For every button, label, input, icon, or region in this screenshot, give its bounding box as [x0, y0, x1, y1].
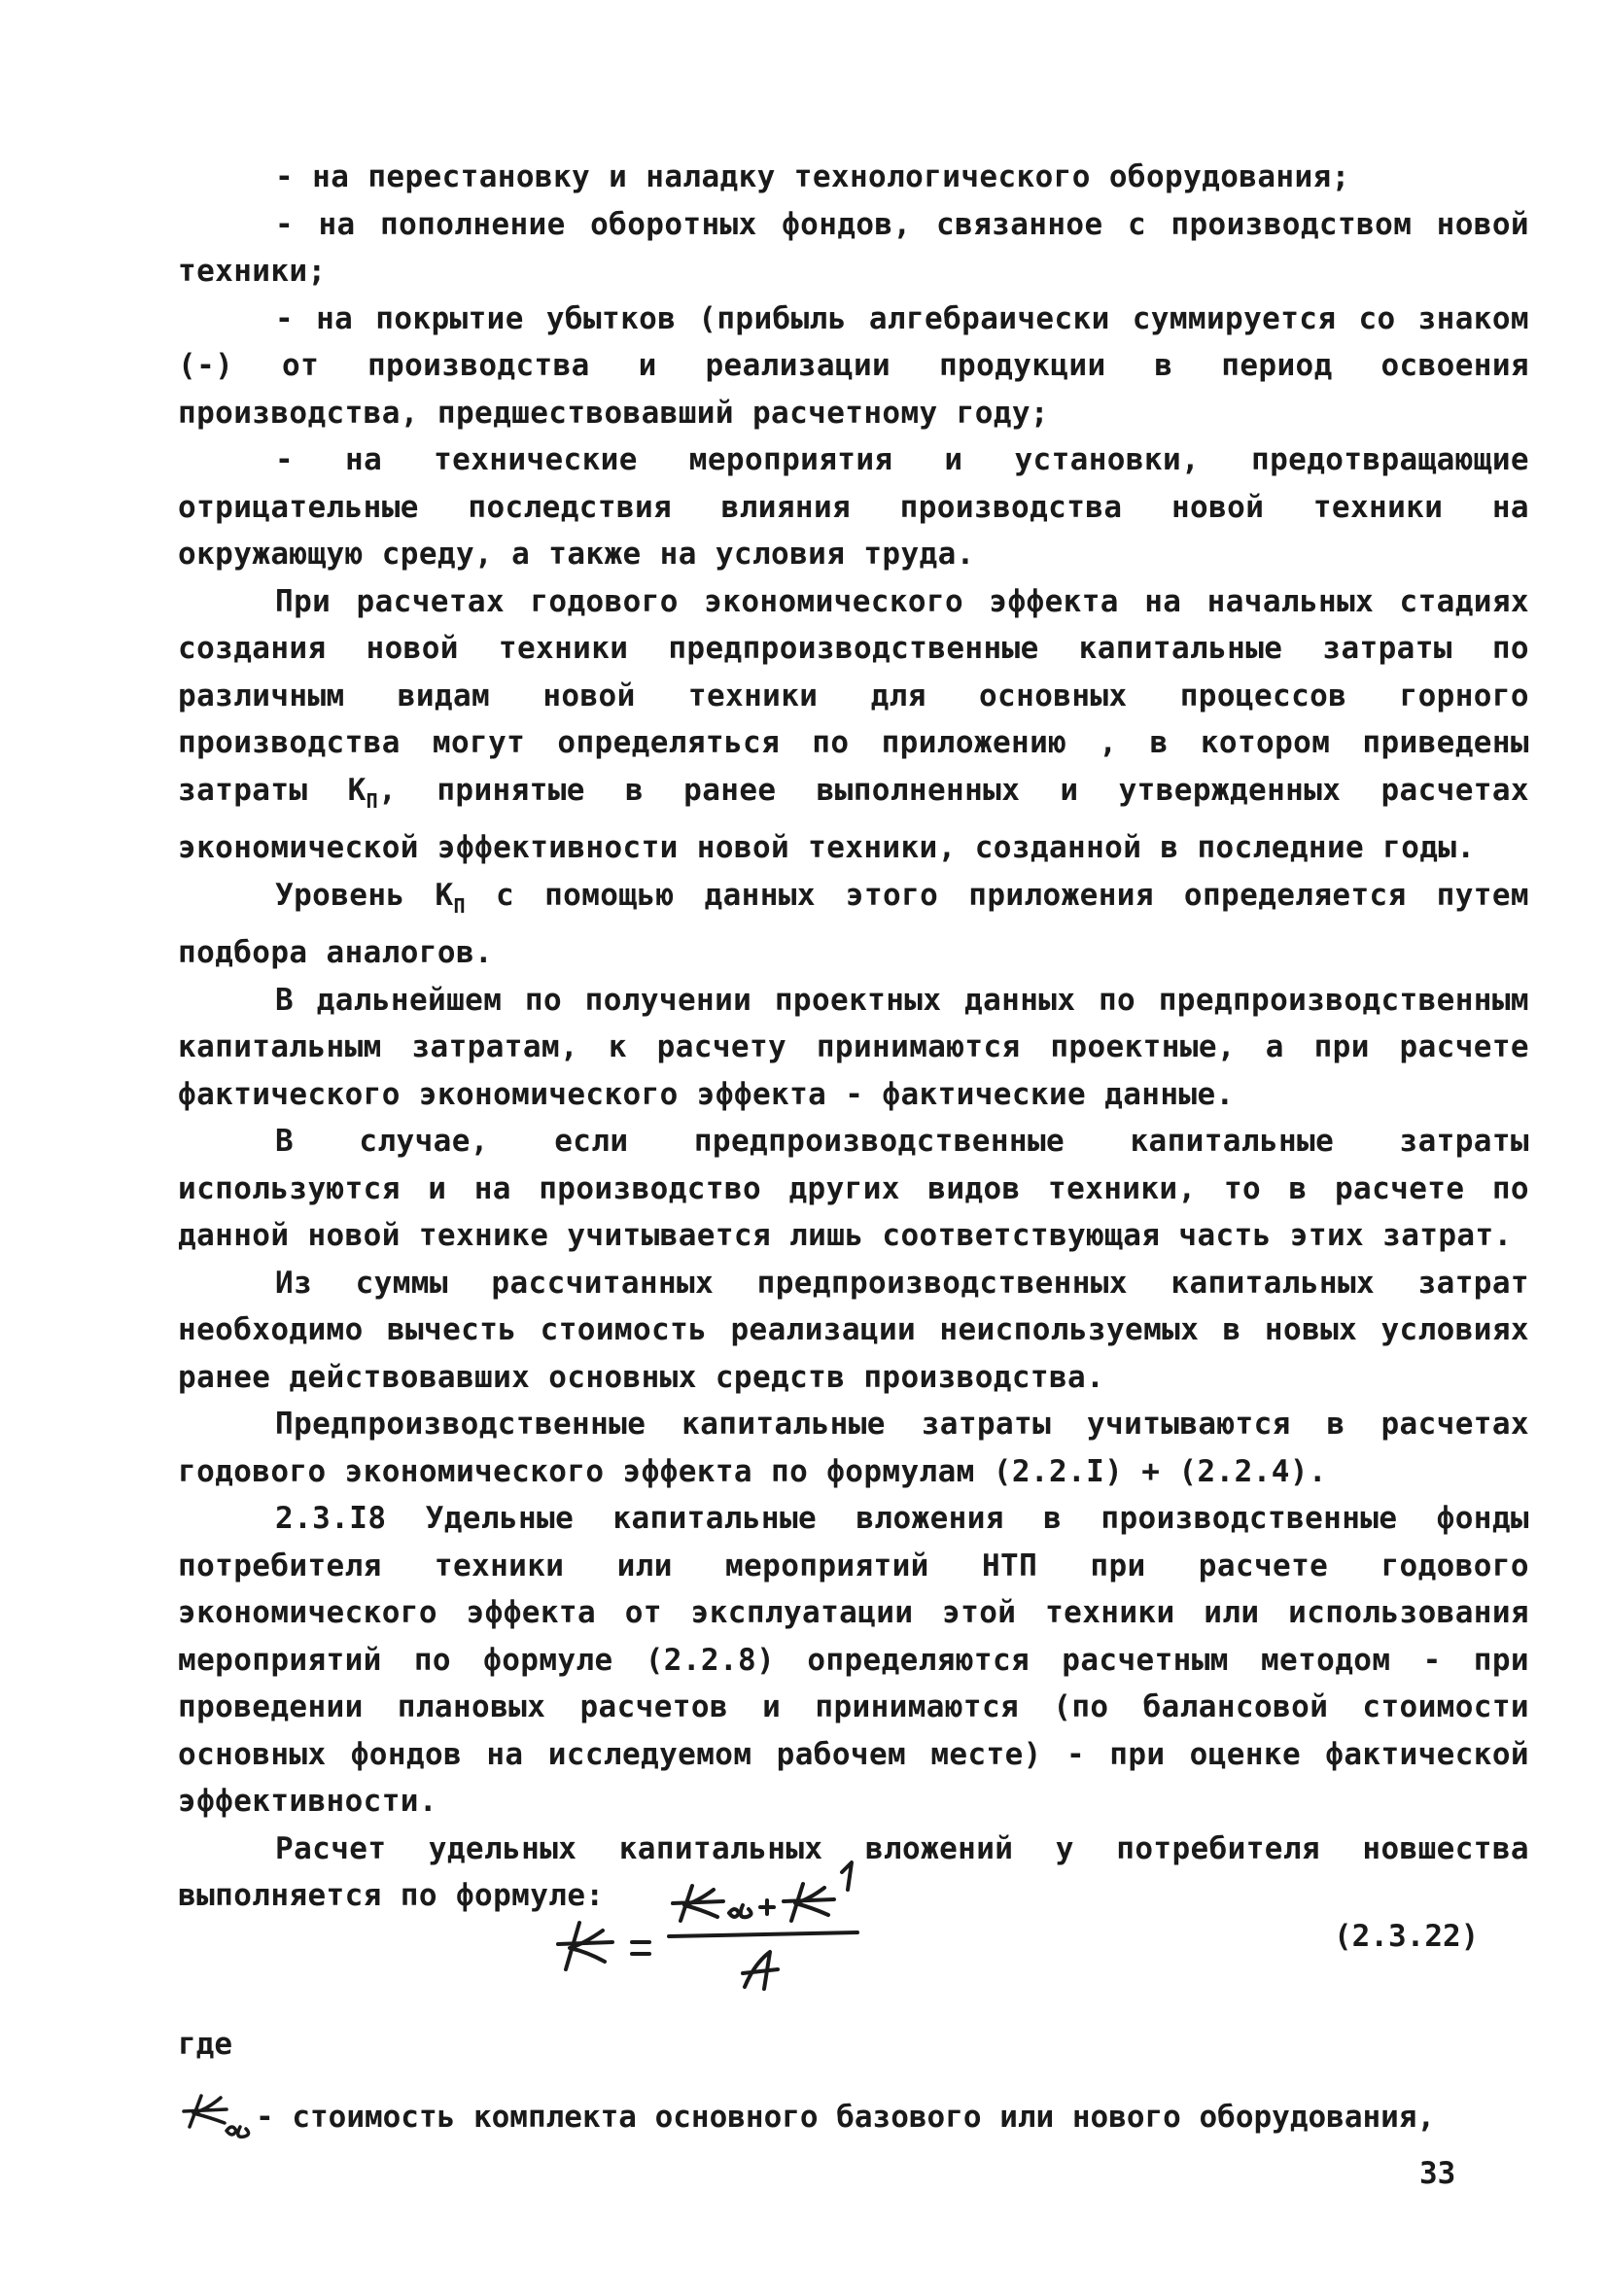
- paragraph: 2.3.I8 Удельные капитальные вложения в производственные фонды потребителя техники или мероприятий НТП при расчете годового экономического эффекта от эксплуатации этой техники или использования мероприятий по формуле (2.2.8) определяются расчетным методом - при проведении плановых расчетов и принимаются (по балансовой стоимости основных фондов на исследуемом рабочем месте) - при оценке фактической эффективности.: [178, 1501, 1529, 1819]
- paragraph-text: Уровень: [275, 877, 405, 913]
- formula-num-k2: [784, 1884, 834, 1921]
- definition-text: - стоимость комплекта основного базового или нового оборудования,: [256, 2100, 1436, 2135]
- paragraph: - на пополнение оборотных фондов, связанное с производством новой техники;: [178, 206, 1529, 289]
- paragraph: [178, 872, 1529, 977]
- formula-den-a: [743, 1952, 778, 1989]
- formula-number: (2.3.22): [1334, 1919, 1480, 1954]
- formula-block: [0, 1855, 1607, 2000]
- symbol-p-subscript: П: [366, 788, 379, 813]
- formula-k-bar: [558, 1942, 612, 1944]
- formula-num-k: [673, 1886, 723, 1921]
- formula-sub-ob: [729, 1905, 751, 1917]
- page-number: 33: [1419, 2156, 1456, 2191]
- formula-plus: [760, 1900, 774, 1914]
- paragraph: Предпроизводственные капитальные затраты учитываются в расчетах годового экономического эффекта по формулам (2.2.I) + (2.2.4).: [178, 1407, 1529, 1489]
- handwritten-formula: [544, 1855, 894, 2000]
- paragraph: - на технические мероприятия и установки, предотвращающие отрицательные последствия влияния производства новой техники на окружающую среду, а также на условия труда.: [178, 442, 1529, 572]
- definition-line: [178, 2088, 1529, 2139]
- body-text: [178, 154, 1529, 1920]
- paragraph: - на перестановку и наладку технологического оборудования;: [275, 159, 1350, 194]
- paragraph: При расчетах годового экономического эффекта на начальных стадиях создания новой техники предпроизводственные капитальные затраты по различным видам новой техники для основных процессов горного производства могут определяться по приложению , в котором приведены затраты $К_П$, принятые в ранее выполненных и утвержденных расчетах экономической эффективности новой техники, созданной в последние годы.: [178, 583, 1529, 865]
- formula-equals: [632, 1942, 649, 1954]
- paragraph-text: При расчетах годового экономического эффекта на начальных стадиях создания новой техники предпроизводственные капитальные затраты по различным видам новой техники для основных процессов горного производства могут определяться по приложению , в котором приведены затраты: [178, 583, 1529, 808]
- paragraph: В случае, если предпроизводственные капитальные затраты используются и на производство других видов техники, то в расчете по данной новой технике учитывается лишь соответствующая часть этих затрат.: [178, 1124, 1529, 1253]
- paragraph-text: принятые в ранее выполненных и утвержденных расчетах экономической эффективности новой техники, созданной в последние годы.: [178, 772, 1529, 865]
- formula-superscript-1: [842, 1862, 852, 1890]
- paragraph: Расчет удельных капитальных вложений у потребителя новшества выполняется по формуле:: [178, 1830, 1529, 1913]
- symbol-p-subscript: П: [453, 893, 466, 918]
- paragraph: - на покрытие убытков (прибыль алгебраически суммируется со знаком (-) от производства и реализации продукции в период освоения производства, предшествовавший расчетному году;: [178, 300, 1529, 431]
- symbol-k: К: [347, 772, 367, 808]
- paragraph: Из суммы рассчитанных предпроизводственных капитальных затрат необходимо вычесть стоимость реализации неиспользуемых в новых условиях ранее действовавших основных средств производства.: [178, 1265, 1529, 1395]
- paragraph: В дальнейшем по получении проектных данных по предпроизводственным капитальным затратам, к расчету принимаются проектные, а при расчете фактического экономического эффекта - фактические данные.: [178, 982, 1529, 1112]
- paragraph-text: с помощью данных этого приложения определяется путем подбора аналогов.: [178, 877, 1529, 970]
- where-label: где: [178, 2027, 232, 2062]
- formula-fraction-bar: [669, 1932, 857, 1936]
- handwritten-symbol-k-ob: [178, 2088, 256, 2139]
- symbol-k: К: [435, 877, 454, 913]
